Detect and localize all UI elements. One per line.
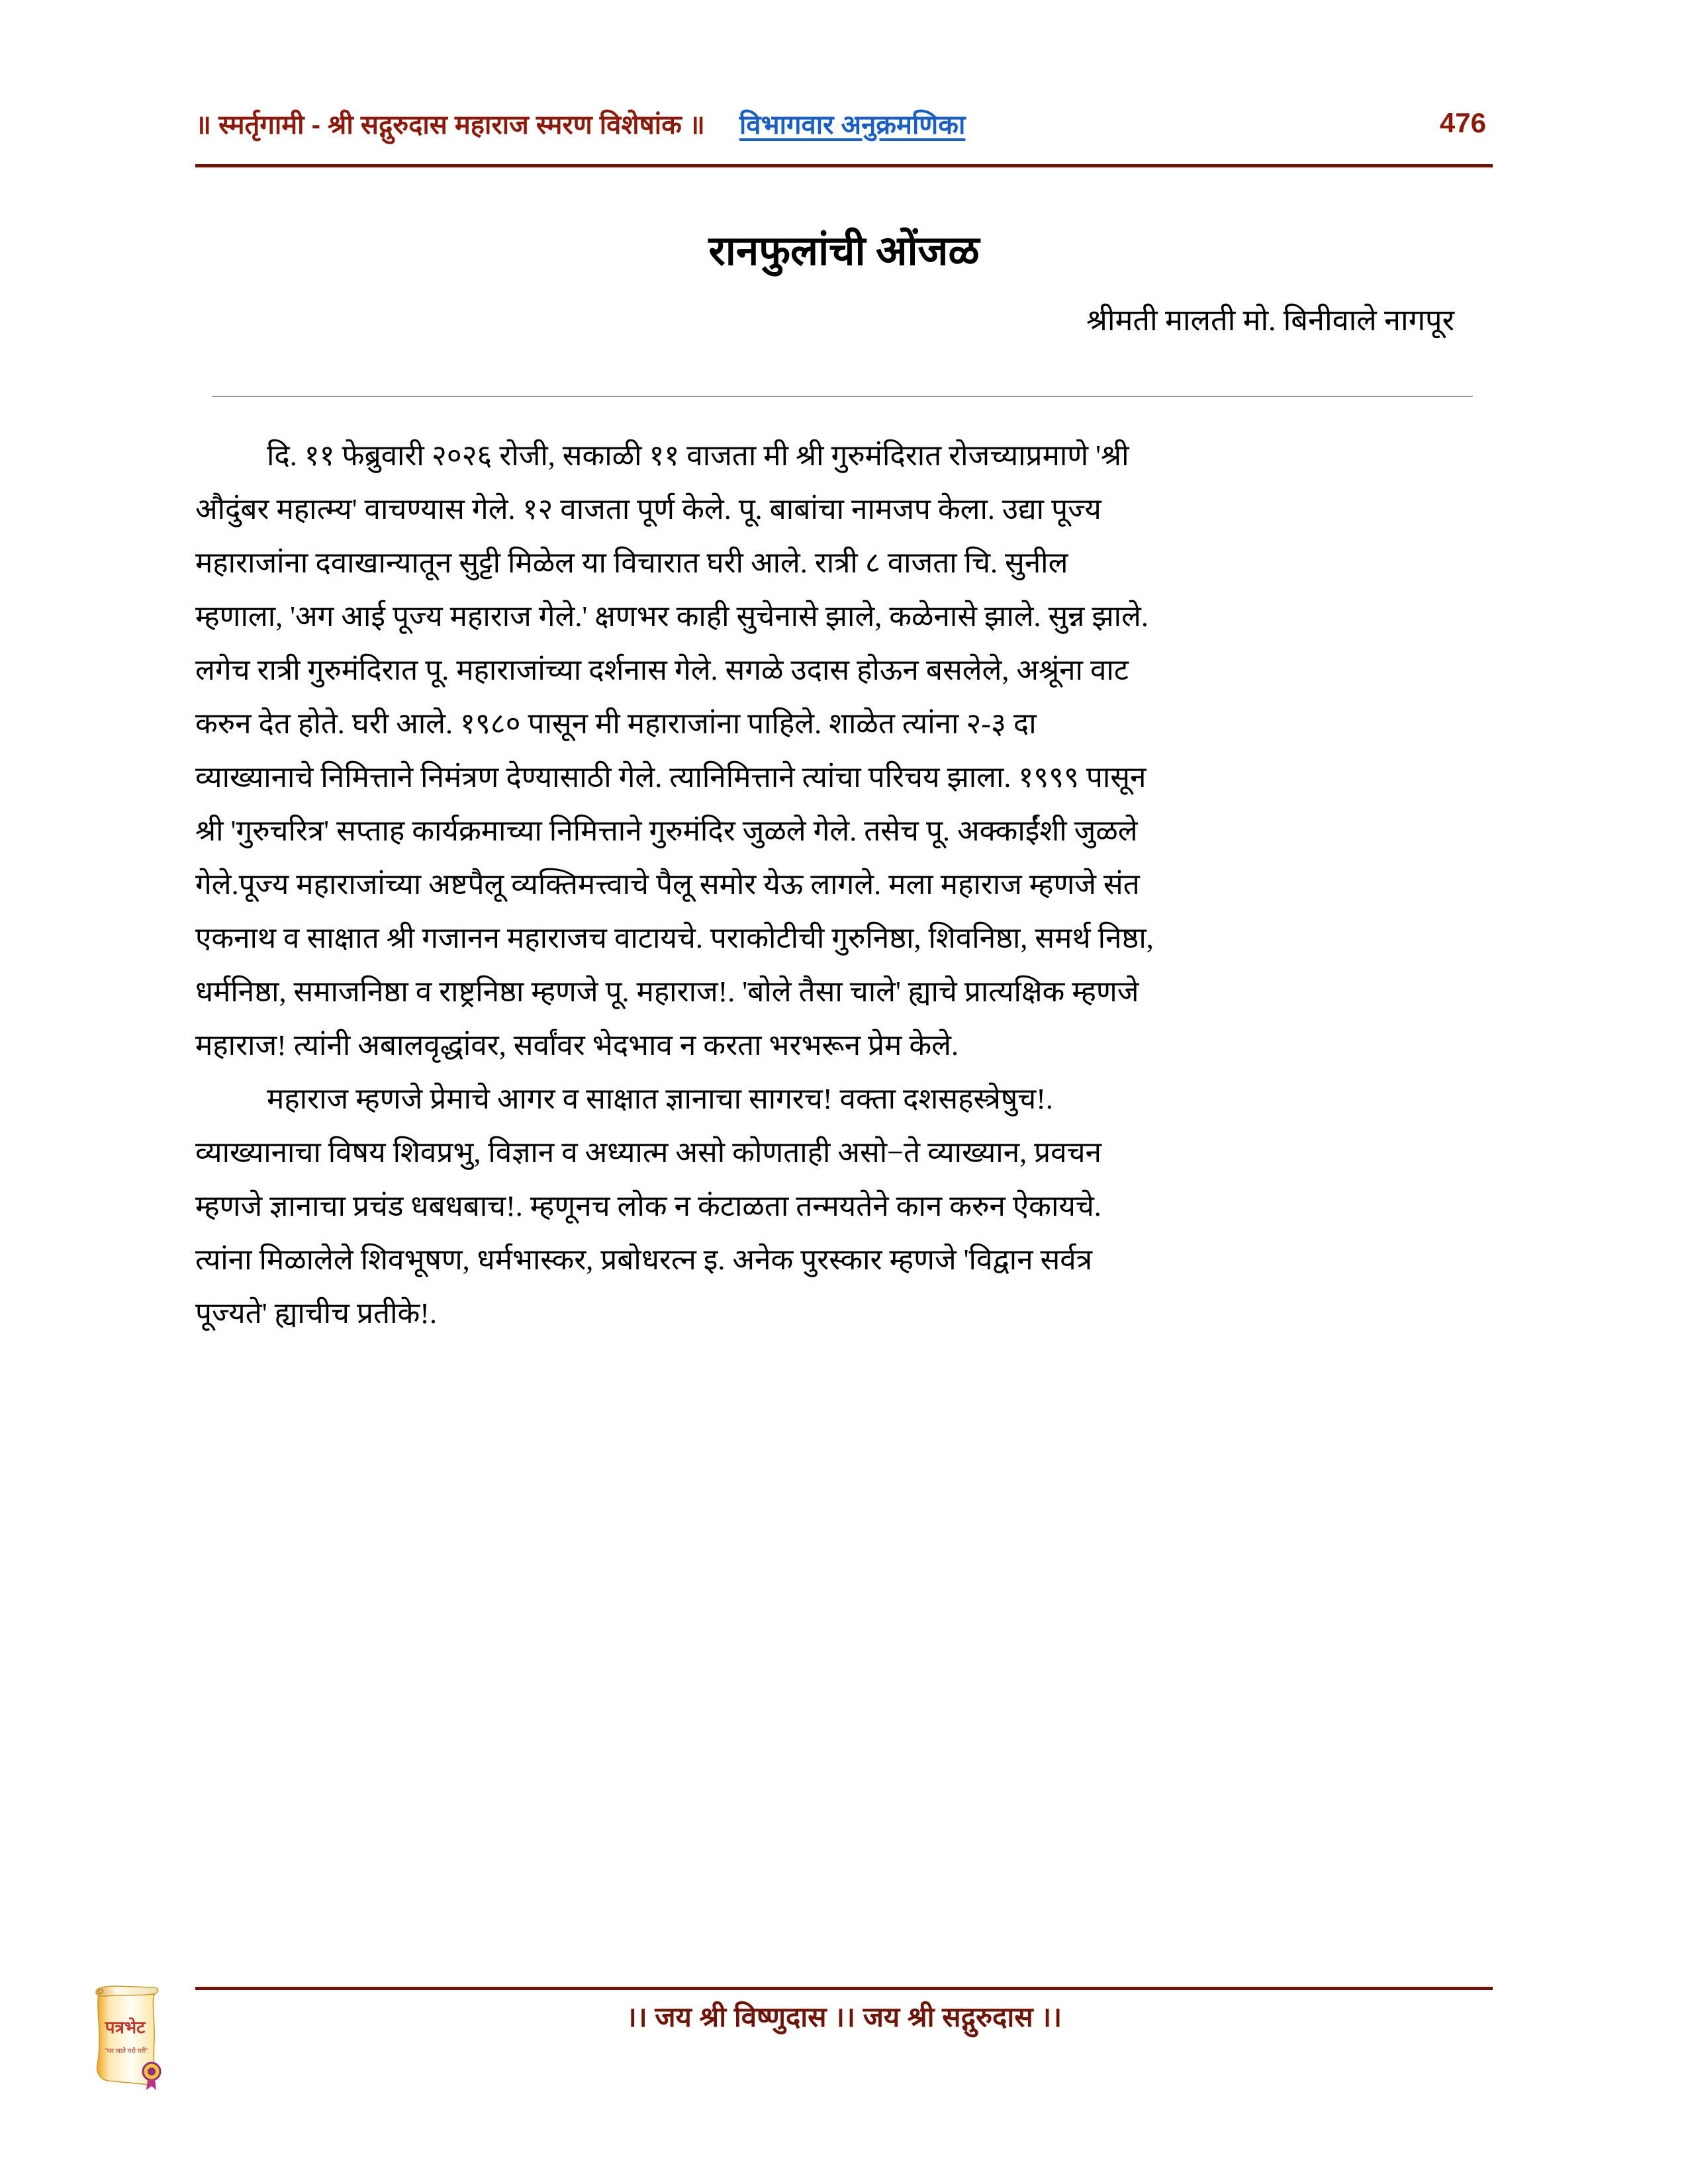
paragraph xyxy=(195,1072,1496,1340)
body-line: करुन देत होते. घरी आले. १९८० पासून मी महाराजांना पाहिले. शाळेत त्यांना २-३ दा xyxy=(195,707,1037,740)
paragraph xyxy=(195,429,1496,1072)
body-line: महाराज! त्यांनी अबालवृद्धांवर, सर्वांवर भेदभाव न करता भरभरून प्रेम केले. xyxy=(195,1029,959,1062)
body-line: म्हणाला, 'अग आई पूज्य महाराज गेले.' क्षणभर काही सुचेनासे झाले, कळेनासे झाले. सुन्न झाले. xyxy=(195,600,1149,633)
body-line: एकनाथ व साक्षात श्री गजानन महाराजच वाटायचे. पराकोटीची गुरुनिष्ठा, शिवनिष्ठा, समर्थ निष्ठा, xyxy=(195,922,1154,954)
page-number: 476 xyxy=(1439,107,1486,138)
publication-title: ॥ स्मर्तृगामी - श्री सद्गुरुदास महाराज स्मरण विशेषांक ॥ xyxy=(195,110,705,140)
footer-divider xyxy=(195,1987,1493,1990)
title-divider xyxy=(212,396,1473,397)
article-author: श्रीमती मालती मो. बिनीवाले नागपूर xyxy=(1086,304,1454,337)
article-body xyxy=(195,429,1496,1340)
scroll-icon xyxy=(89,1980,174,2091)
page-header xyxy=(195,99,1493,147)
patrabhet-scroll-logo[interactable] xyxy=(89,1980,174,2091)
body-line: औदुंबर महात्म्य' वाचण्यास गेले. १२ वाजता पूर्ण केले. पू. बाबांचा नामजप केला. उद्या पूज्य xyxy=(195,493,1102,525)
body-line: गेले.पूज्य महाराजांच्या अष्टपैलू व्यक्तिमत्त्वाचे पैलू समोर येऊ लागले. मला महाराज म्हणजे संत xyxy=(195,868,1140,901)
body-line: दि. ११ फेब्रुवारी २०२६ रोजी, सकाळी ११ वाजता मी श्री गुरुमंदिरात रोजच्याप्रमाणे 'श्री xyxy=(267,439,1129,472)
svg-text:पत्रभेट: पत्रभेट xyxy=(105,2018,146,2037)
footer-blessing: ।। जय श्री विष्णुदास ।। जय श्री सद्गुरुदास ।। xyxy=(626,2001,1062,2032)
body-line: श्री 'गुरुचरित्र' सप्ताह कार्यक्रमाच्या निमित्ताने गुरुमंदिर जुळले गेले. तसेच पू. अक्काईंशी जुळले xyxy=(195,815,1138,847)
index-link[interactable]: विभागवार अनुक्रमणिका xyxy=(739,110,966,140)
body-line: व्याख्यानाचा विषय शिवप्रभु, विज्ञान व अध्यात्म असो कोणताही असो−ते व्याख्यान, प्रवचन xyxy=(195,1136,1102,1169)
body-line: व्याख्यानाचे निमित्ताने निमंत्रण देण्यासाठी गेले. त्यानिमित्ताने त्यांचा परिचय झाला. १९९९ पासून xyxy=(195,761,1147,794)
body-line: पूज्यते' ह्याचीच प्रतीके!. xyxy=(195,1297,437,1330)
body-line: महाराजांना दवाखान्यातून सुट्टी मिळेल या विचारात घरी आले. रात्री ८ वाजता चि. सुनील xyxy=(195,547,1068,579)
body-line: धर्मनिष्ठा, समाजनिष्ठा व राष्ट्रनिष्ठा म्हणजे पू. महाराज!. 'बोले तैसा चाले' ह्याचे प्रात्यक्षिक म्हणजे xyxy=(195,976,1139,1008)
header-divider xyxy=(195,164,1493,167)
body-line: लगेच रात्री गुरुमंदिरात पू. महाराजांच्या दर्शनास गेले. सगळे उदास होऊन बसलेले, अश्रूंना वाट xyxy=(195,654,1129,686)
article-title: रानफुलांची ओंजळ xyxy=(708,228,980,274)
svg-text:"घर जाते घरो घरी": "घर जाते घरो घरी" xyxy=(104,2048,149,2055)
body-line: त्यांना मिळालेले शिवभूषण, धर्मभास्कर, प्रबोधरत्न इ. अनेक पुरस्कार म्हणजे 'विद्वान सर्वत्र xyxy=(195,1244,1093,1276)
body-line: महाराज म्हणजे प्रेमाचे आगर व साक्षात ज्ञानाचा सागरच! वक्ता दशसहस्त्रेषुच!. xyxy=(267,1083,1053,1115)
body-line: म्हणजे ज्ञानाचा प्रचंड धबधबाच!. म्हणूनच लोक न कंटाळता तन्मयतेने कान करुन ऐकायचे. xyxy=(195,1190,1102,1222)
